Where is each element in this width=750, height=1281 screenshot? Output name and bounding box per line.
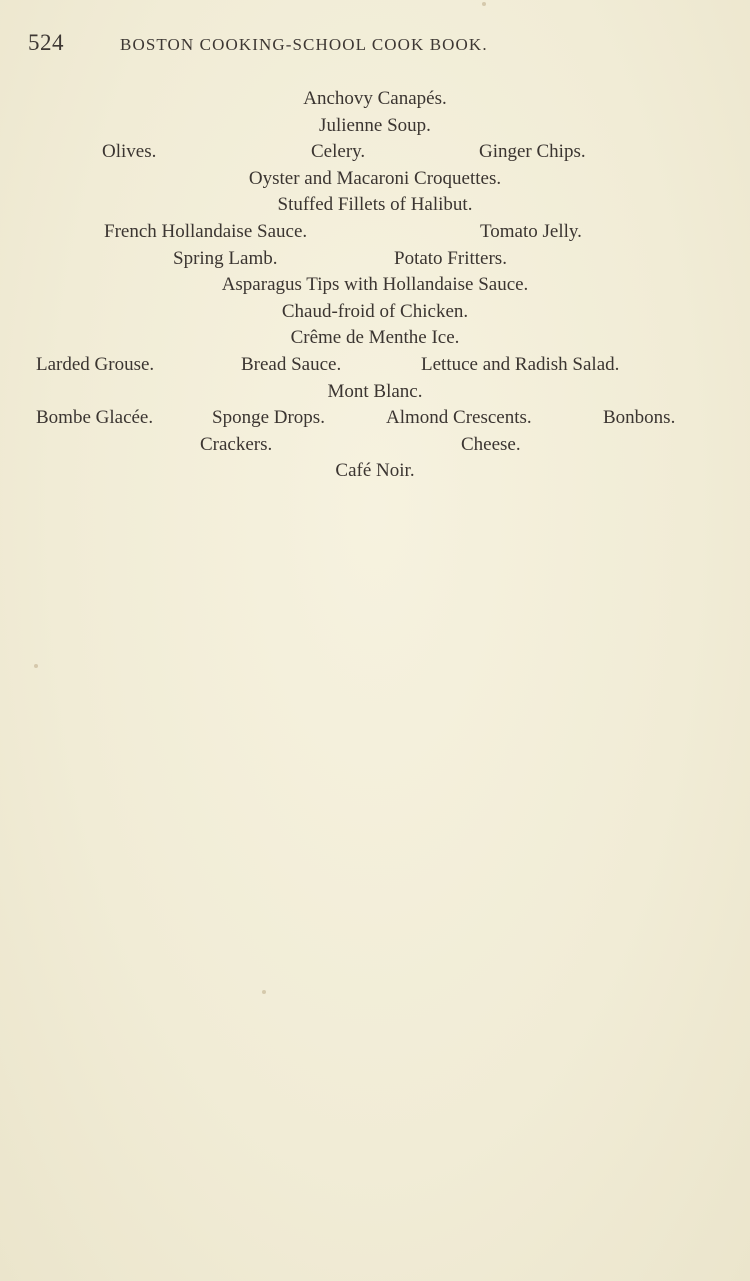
menu-item: Spring Lamb. [173,247,278,269]
paper-spot [262,990,266,994]
menu-item: Lettuce and Radish Salad. [421,353,620,375]
menu-line [0,192,750,219]
menu-line [0,405,750,432]
menu-item: Sponge Drops. [212,407,325,429]
menu-line [0,299,750,326]
menu-item: Crême de Menthe Ice. [290,327,460,349]
menu-item: Almond Crescents. [386,407,532,429]
menu-line [0,113,750,140]
menu-item: Chaud-froid of Chicken. [281,300,469,322]
menu-item: French Hollandaise Sauce. [104,220,308,242]
menu-line [0,246,750,273]
menu-item: Asparagus Tips with Hollandaise Sauce. [221,274,529,296]
menu-item: Bombe Glacée. [36,407,154,429]
page-header [28,30,728,62]
menu-item: Ginger Chips. [479,141,586,163]
menu-line [0,272,750,299]
menu-line [0,86,750,113]
menu-item: Potato Fritters. [394,247,507,269]
menu-line [0,325,750,352]
menu-item: Oyster and Macaroni Croquettes. [248,167,502,189]
menu-item: Cheese. [461,433,521,455]
menu-item: Olives. [102,141,157,163]
paper-spot [34,664,38,668]
menu-line [0,432,750,459]
menu-item: Crackers. [200,433,273,455]
menu-item: Julienne Soup. [319,114,431,136]
menu-line [0,219,750,246]
menu-item: Tomato Jelly. [480,220,582,242]
menu-item: Larded Grouse. [36,353,155,375]
menu-item: Bread Sauce. [241,353,342,375]
page-number: 524 [28,30,64,55]
menu [0,86,750,485]
menu-item: Mont Blanc. [327,380,423,402]
menu-line [0,166,750,193]
menu-item: Café Noir. [335,460,415,482]
menu-item: Stuffed Fillets of Halibut. [277,194,473,216]
menu-item: Celery. [311,141,366,163]
running-head: BOSTON COOKING-SCHOOL COOK BOOK. [120,35,488,54]
menu-line [0,352,750,379]
menu-item: Anchovy Canapés. [303,88,447,109]
menu-line [0,139,750,166]
menu-line [0,379,750,406]
menu-line [0,458,750,485]
menu-item: Bonbons. [603,407,676,429]
paper-spot [482,2,486,6]
